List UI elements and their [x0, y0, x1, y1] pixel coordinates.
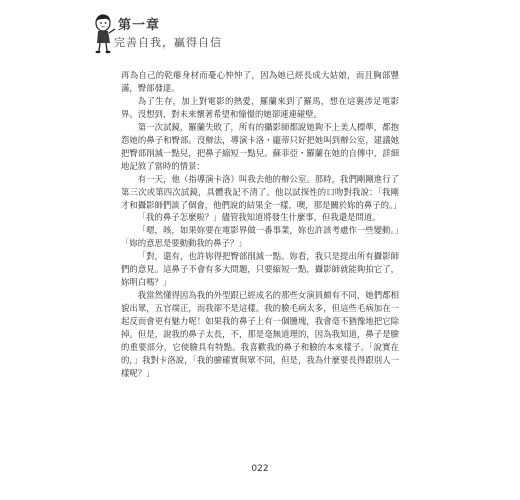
- paragraph: 「對，還有，也許妳得把臀部削減一點。妳看，我只是提出所有攝影師們的意見。這鼻子不會有多大問題，只要縮短一點，攝影師就能夠拍它了，妳明白嗎？」: [121, 251, 399, 288]
- paragraph: 再為自己的乾瘪身材而憂心忡忡了，因為她已經長成大姑娘，而且胸部豐滿，臀部發達。: [121, 70, 399, 93]
- paragraph: 「我的鼻子怎麼啦？」儘管我知道將發生什麼事，但我還是問道。: [137, 212, 381, 223]
- paragraph: 有一天，他（指導演卡洛）叫我去他的辦公室。那時，我們剛剛進行了第三次或第四次試鏡，具體我記不清了。他以試探性的口吻對我說：「我剛才和攝影師們談了個會，他們說的結果全一樣，噢，那是關於妳的鼻子的。」: [121, 173, 402, 210]
- paragraph: 我當然懂得因為我的外型跟已經成名的那些女演員頗有不同，她們都相貌出眾，五官端正，而我卻不是這樣。我的臉毛病太多，但這些毛病加在一起反而會更有魅力呢！如果我的鼻子上有一個腫塊，我會毫不猶豫地把它除掉。但是，說我的鼻子太長，不，那是毫無道理的，因為我知道，鼻子是臉的重要部分，它使臉具有特點。我喜歡我的鼻子和臉的本來樣子。「說實在的，」我對卡洛說，「我的臉確實與眾不同，但是，我為什麼要長得跟別人一樣呢？」: [121, 290, 399, 378]
- paragraph: 第一次試鏡，羅蘭失敗了，所有的攝影師都說她夠不上美人標準，都抱怨她的鼻子和臀部。沒辦法，導演卡洛・龐蒂只好把她叫到辦公室，建議她把臀部削減一點兒，把鼻子縮短一點兒。蘇菲亞・羅蘭在她的自傳中，詳細地記敘了當時的情景：: [121, 121, 399, 171]
- paragraph: 「嗯，咳，如果妳要在電影界做一番事業，妳也許該考慮作一些變動。」「妳的意思是要動動我的鼻子？」: [121, 225, 399, 249]
- page-number: 022: [251, 464, 269, 474]
- body-text: [121, 69, 402, 380]
- chapter-title: 完善自我，贏得自信: [114, 36, 222, 49]
- paragraph: 為了生存，加上對電影的熱愛，羅蘭來到了羅馬，想在這裏涉足電影界。沒想到，對未來懷著希望和憧憬的她卻連連碰壁。: [121, 95, 399, 119]
- chapter-number: 第一章: [118, 18, 161, 33]
